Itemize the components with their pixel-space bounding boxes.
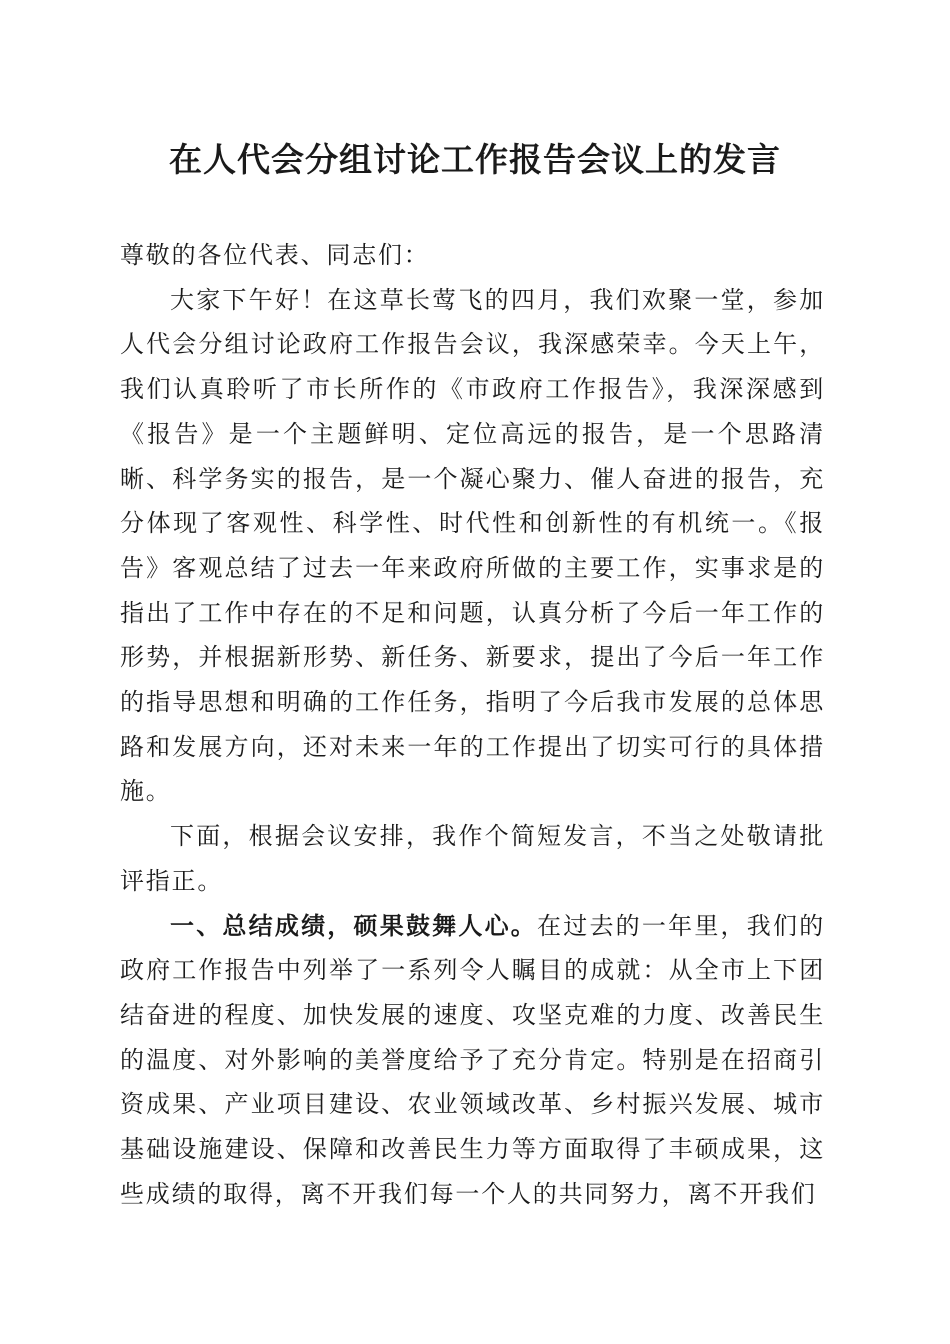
document-title: 在人代会分组讨论工作报告会议上的发言 — [169, 140, 781, 179]
salutation: 尊敬的各位代表、同志们： — [120, 241, 430, 269]
paragraph-opening: 大家下午好！在这草长莺飞的四月，我们欢聚一堂，参加人代会分组讨论政府工作报告会议，我深感荣幸。今天上午，我们认真聆听了市长所作的《市政府工作报告》，我深深感到《报告》是一个主题鲜明、定位高远的报告，是一个思路清晰、科学务实的报告，是一个凝心聚力、催人奋进的报告，充分体现了客观性、科学性、时代性和创新性的有机统一。《报告》客观总结了过去一年来政府所做的主要工作，实事求是的指出了工作中存在的不足和问题，认真分析了今后一年工作的形势，并根据新形势、新任务、新要求，提出了今后一年工作的指导思想和明确的工作任务，指明了今后我市发展的总体思路和发展方向，还对未来一年的工作提出了切实可行的具体措施。 — [120, 285, 825, 806]
paragraph-section-one — [120, 904, 825, 1217]
section-one-text: 在过去的一年里，我们的政府工作报告中列举了一系列令人瞩目的成就：从全市上下团结奋进的程度、加快发展的速度、攻坚克难的力度、改善民生的温度、对外影响的美誉度给予了充分肯定。特别是在招商引资成果、产业项目建设、农业领域改革、乡村振兴发展、城市基础设施建设、保障和改善民生力等方面取得了丰硕成果，这些成绩的取得，离不开我们每一个人的共同努力，离不开我们 — [120, 911, 825, 1208]
paragraph-transition: 下面，根据会议安排，我作个简短发言，不当之处敬请批评指正。 — [120, 822, 825, 895]
section-one-heading: 一、总结成绩，硕果鼓舞人心。 — [170, 911, 538, 940]
document-body — [120, 233, 825, 1216]
